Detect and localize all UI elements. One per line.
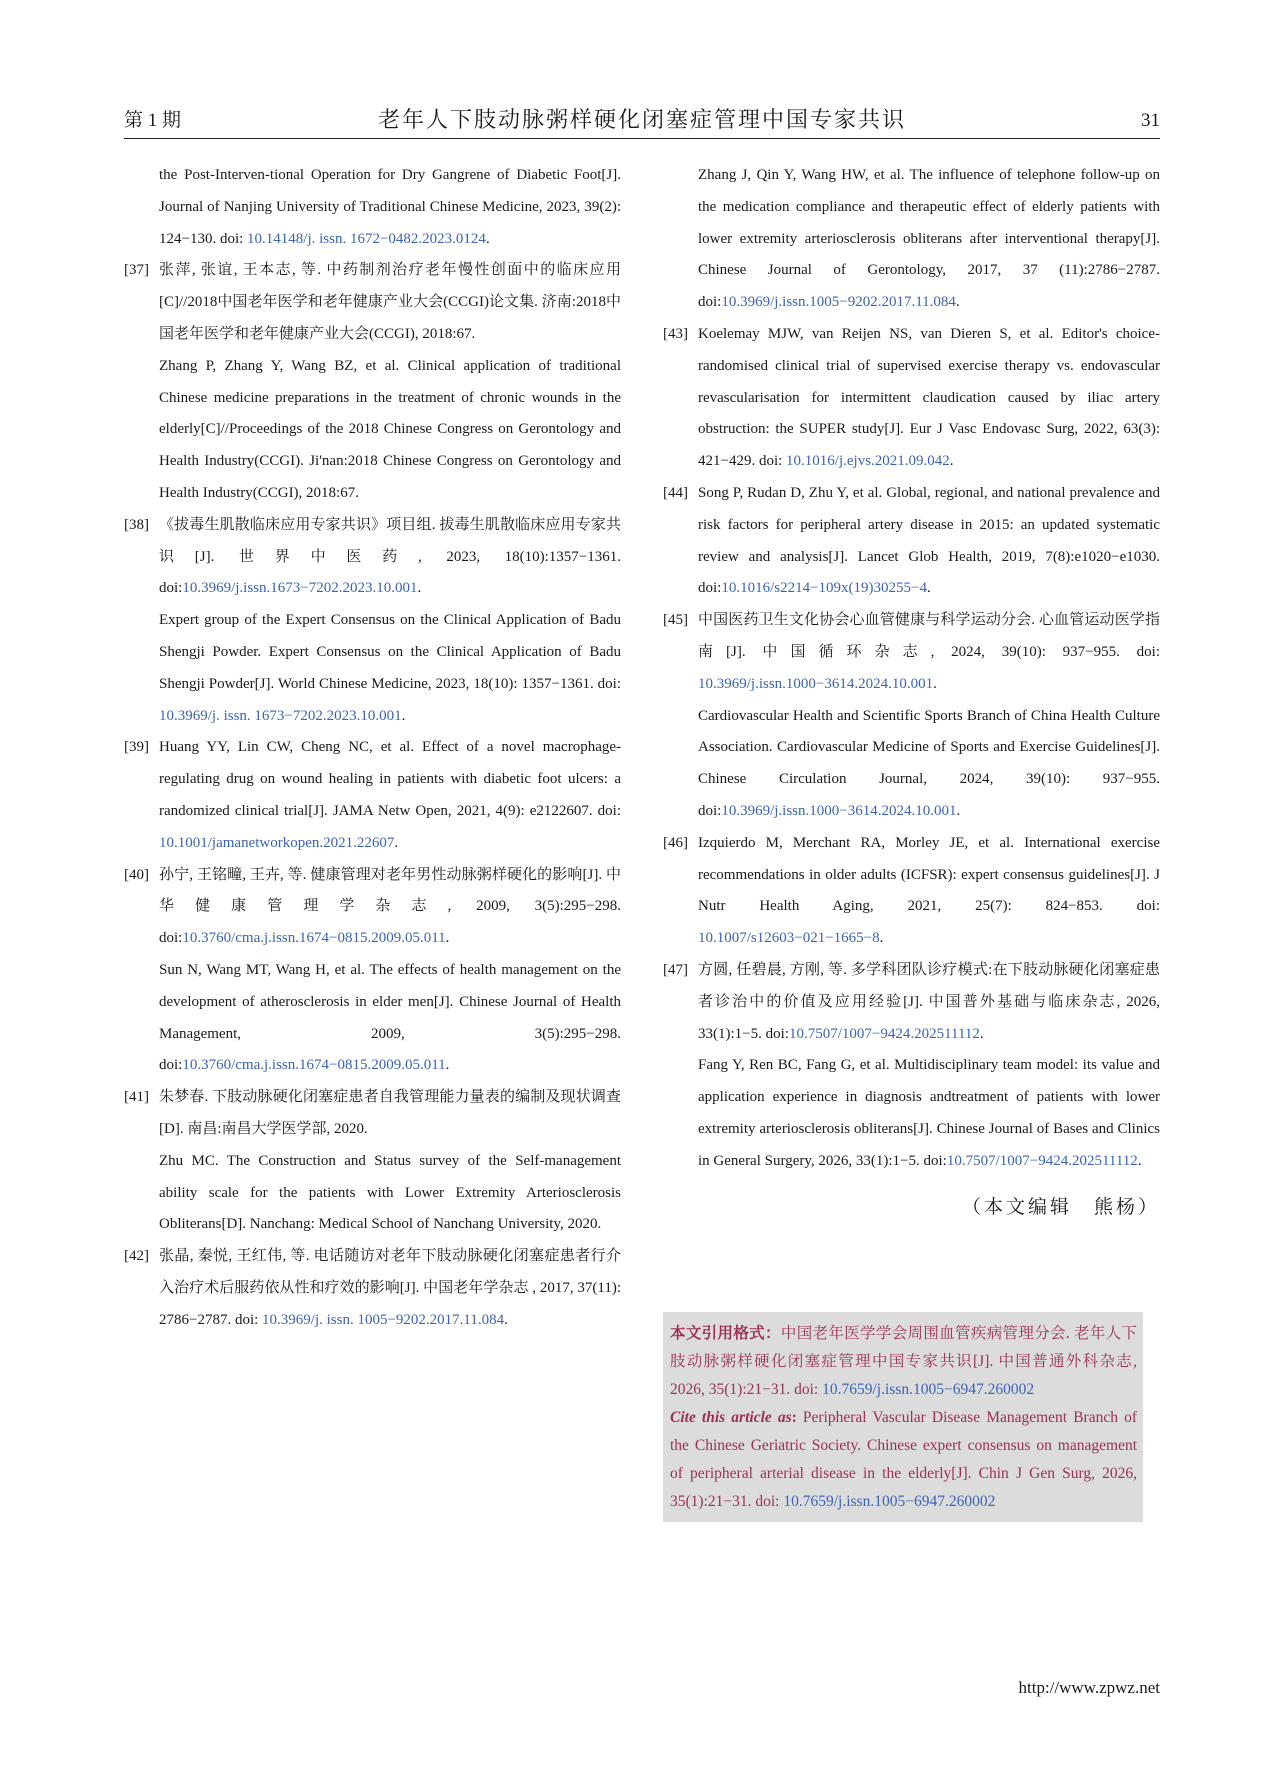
reference-paragraph: 方圆, 任碧晨, 方刚, 等. 多学科团队诊疗模式:在下肢动脉硬化闭塞症患者诊治中的价值及应用经验[J]. 中国普外基础与临床杂志, 2026, 33(1):1−5. doi:10.7507/1007−9424.202511112. <box>698 961 1160 1042</box>
reference-r43 <box>663 319 1160 478</box>
reference-paragraph: Huang YY, Lin CW, Cheng NC, et al. Effect of a novel macrophage-regulating drug on wound healing in patients with diabetic foot ulcers: a randomized clinical trial[J]. JAMA Netw Open, 2021, 4(9): e2122607. doi: 10.1001/jamanetworkopen.2021.22607. <box>159 739 621 851</box>
reference-continuation: Zhang J, Qin Y, Wang HW, et al. The influence of telephone follow-up on the medication compliance and therapeutic effect of elderly patients with lower extremity arteriosclerosis obliterans after interventional therapy[J]. Chinese Journal of Gerontology, 2017, 37 (11):2786−2787. doi:10.3969/j.issn.1005−9202.2017.11.084. <box>698 167 1160 311</box>
reference-r46 <box>663 828 1160 955</box>
doi-link[interactable]: 10.3760/cma.j.issn.1674−0815.2009.05.011 <box>182 930 446 947</box>
reference-number: [40] <box>124 866 149 883</box>
doi-link[interactable]: 10.1007/s12603−021−1665−8 <box>698 930 880 947</box>
doi-link[interactable]: 10.7659/j.issn.1005−6947.260002 <box>822 1381 1035 1398</box>
reference-body <box>698 955 1160 1178</box>
reference-paragraph: Izquierdo M, Merchant RA, Morley JE, et al. International exercise recommendations in older adults (ICFSR): expert consensus guidelines[J]. J Nutr Health Aging, 2021, 25(7): 824−853. doi: 10.1007/s12603−021−1665−8. <box>698 834 1160 947</box>
reference-r44 <box>663 478 1160 605</box>
reference-r41 <box>124 1082 621 1241</box>
doi-link[interactable]: 10.3760/cma.j.issn.1674−0815.2009.05.011 <box>182 1057 446 1074</box>
reference-paragraph: Fang Y, Ren BC, Fang G, et al. Multidisciplinary team model: its value and application experience in diagnosis andtreatment of patients with lower extremity arteriosclerosis obliterans[J]. Chinese Journal of Bases and Clinics in General Surgery, 2026, 33(1):1−5. doi:10.7507/1007−9424.202511112. <box>698 1057 1160 1169</box>
doi-link[interactable]: 10.3969/j. issn. 1005−9202.2017.11.084 <box>262 1311 505 1328</box>
reference-paragraph: 中国医药卫生文化协会心血管健康与科学运动分会. 心血管运动医学指南[J]. 中国循环杂志, 2024, 39(10): 937−955. doi: 10.3969/j.issn.1000−3614.2024.10.001. <box>698 612 1160 692</box>
reference-body <box>159 732 621 859</box>
right-column <box>663 160 1160 1223</box>
citation-english: Cite this article as: Peripheral Vascular Disease Management Branch of the Chinese Geriatric Society. Chinese expert consensus on management of peripheral arterial disease in the elderly[J]. Chin J Gen Surg, 2026, 35(1):21−31. doi: 10.7659/j.issn.1005−6947.260002 <box>670 1409 1137 1510</box>
doi-link[interactable]: 10.1001/jamanetworkopen.2021.22607 <box>159 834 395 851</box>
reference-number: [43] <box>663 325 688 342</box>
running-title: 老年人下肢动脉粥样硬化闭塞症管理中国专家共识 <box>377 107 906 132</box>
reference-body <box>159 510 621 733</box>
reference-paragraph: Expert group of the Expert Consensus on the Clinical Application of Badu Shengji Powder. Expert Consensus on the Clinical Application of Badu Shengji Powder[J]. World Chinese Medicine, 2023, 18(10): 1357−1361. doi: 10.3969/j. issn. 1673−7202.2023.10.001. <box>159 612 621 724</box>
reference-number: [41] <box>124 1089 149 1106</box>
doi-link[interactable]: 10.3969/j.issn.1673−7202.2023.10.001 <box>182 580 418 597</box>
reference-body <box>698 319 1160 478</box>
reference-paragraph: Zhu MC. The Construction and Status survey of the Self-management ability scale for the patients with Lower Extremity Arteriosclerosis Obliterans[D]. Nanchang: Medical School of Nanchang University, 2020. <box>159 1152 621 1233</box>
doi-link[interactable]: 10.7507/1007−9424.202511112 <box>946 1152 1138 1169</box>
reference-number: [47] <box>663 961 688 978</box>
reference-continuation: the Post-Interven-tional Operation for Dry Gangrene of Diabetic Foot[J]. Journal of Nanjing University of Traditional Chinese Medicine, 2023, 39(2): 124−130. doi: 10.14148/j. issn. 1672−0482.2023.0124. <box>159 167 621 247</box>
reference-paragraph: Zhang P, Zhang Y, Wang BZ, et al. Clinical application of traditional Chinese medicine preparations in the treatment of chronic wounds in the elderly[C]//Proceedings of the 2018 Chinese Congress on Gerontology and Health Industry(CCGI). Ji'nan:2018 Chinese Congress on Gerontology and Health Industry(CCGI), 2018:67. <box>159 357 621 501</box>
reference-paragraph: 张萍, 张谊, 王本志, 等. 中药制剂治疗老年慢性创面中的临床应用[C]//2018中国老年医学和老年健康产业大会(CCGI)论文集. 济南:2018中国老年医学和老年健康产业大会(CCGI), 2018:67. <box>159 262 621 342</box>
reference-number: [37] <box>124 262 149 279</box>
reference-r39 <box>124 732 621 859</box>
reference-body <box>698 828 1160 955</box>
reference-number: [45] <box>663 612 688 629</box>
doi-link[interactable]: 10.3969/j.issn.1000−3614.2024.10.001 <box>698 675 934 692</box>
reference-list-left <box>124 255 621 1336</box>
reference-r42 <box>124 1241 621 1336</box>
reference-body <box>698 605 1160 828</box>
issue-number: 第 1 期 <box>124 110 182 131</box>
reference-body <box>159 1241 621 1336</box>
reference-number: [44] <box>663 484 688 501</box>
reference-r38 <box>124 510 621 733</box>
doi-link[interactable]: 10.3969/j. issn. 1673−7202.2023.10.001 <box>159 707 402 724</box>
reference-paragraph: 《拔毒生肌散临床应用专家共识》项目组. 拔毒生肌散临床应用专家共识[J]. 世界中医药, 2023, 18(10):1357−1361. doi:10.3969/j.issn.1673−7202.2023.10.001. <box>159 516 621 597</box>
reference-number: [38] <box>124 516 149 533</box>
reference-paragraph: 朱梦春. 下肢动脉硬化闭塞症患者自我管理能力量表的编制及现状调查[D]. 南昌:南昌大学医学部, 2020. <box>159 1089 621 1137</box>
reference-r40 <box>124 860 621 1083</box>
reference-number: [46] <box>663 834 688 851</box>
reference-number: [39] <box>124 739 149 756</box>
reference-paragraph: 孙宁, 王铭疃, 王卉, 等. 健康管理对老年男性动脉粥样硬化的影响[J]. 中华健康管理学杂志, 2009, 3(5):295−298. doi:10.3760/cma.j.issn.1674−0815.2009.05.011. <box>159 866 621 947</box>
reference-body <box>159 1082 621 1241</box>
left-column <box>124 160 621 1336</box>
reference-body <box>159 255 621 509</box>
editor-note: （本文编辑 熊杨） <box>961 1196 1160 1218</box>
citation-label-cn: 本文引用格式： <box>670 1325 781 1342</box>
citation-label-en: Cite this article as <box>670 1409 792 1426</box>
running-header <box>124 104 1160 139</box>
doi-link[interactable]: 10.3969/j.issn.1005−9202.2017.11.084 <box>721 294 956 311</box>
reference-paragraph: 张晶, 秦悦, 王红伟, 等. 电话随访对老年下肢动脉硬化闭塞症患者行介入治疗术后服药依从性和疗效的影响[J]. 中国老年学杂志 , 2017, 37(11): 2786−2787. doi: 10.3969/j. issn. 1005−9202.2017.11.084. <box>159 1248 621 1328</box>
reference-paragraph: Koelemay MJW, van Reijen NS, van Dieren S, et al. Editor's choice-randomised clinical trial of supervised exercise therapy vs. endovascular revascularisation for intermittent claudication caused by iliac artery obstruction: the SUPER study[J]. Eur J Vasc Endovasc Surg, 2022, 63(3): 421−429. doi: 10.1016/j.ejvs.2021.09.042. <box>698 325 1160 470</box>
doi-link[interactable]: 10.3969/j.issn.1000−3614.2024.10.001 <box>721 802 957 819</box>
reference-paragraph: Cardiovascular Health and Scientific Sports Branch of China Health Culture Association. Cardiovascular Medicine of Sports and Exercise Guidelines[J]. Chinese Circulation Journal, 2024, 39(10): 937−955. doi:10.3969/j.issn.1000−3614.2024.10.001. <box>698 707 1160 819</box>
doi-link[interactable]: 10.14148/j. issn. 1672−0482.2023.0124 <box>247 230 486 247</box>
doi-link[interactable]: 10.1016/s2214−109x(19)30255−4 <box>721 580 928 597</box>
reference-r45 <box>663 605 1160 828</box>
reference-list-right <box>663 319 1160 1178</box>
reference-body <box>159 860 621 1083</box>
reference-paragraph: Sun N, Wang MT, Wang H, et al. The effects of health management on the development of atherosclerosis in elder men[J]. Chinese Journal of Health Management, 2009, 3(5):295−298. doi:10.3760/cma.j.issn.1674−0815.2009.05.011. <box>159 961 621 1074</box>
reference-paragraph: Song P, Rudan D, Zhu Y, et al. Global, regional, and national prevalence and risk factors for peripheral artery disease in 2015: an updated systematic review and analysis[J]. Lancet Glob Health, 2019, 7(8):e1020−e1030. doi:10.1016/s2214−109x(19)30255−4. <box>698 484 1160 597</box>
page-number: 31 <box>1141 110 1160 131</box>
reference-number: [42] <box>124 1248 149 1265</box>
doi-link[interactable]: 10.1016/j.ejvs.2021.09.042 <box>786 453 950 470</box>
doi-link[interactable]: 10.7659/j.issn.1005−6947.260002 <box>783 1493 996 1510</box>
doi-link[interactable]: 10.7507/1007−9424.202511112 <box>788 1025 980 1042</box>
citation-chinese: 本文引用格式：中国老年医学学会周围血管疾病管理分会. 老年人下肢动脉粥样硬化闭塞症管理中国专家共识[J]. 中国普通外科杂志, 2026, 35(1):21−31. doi: 10.7659/j.issn.1005−6947.260002 <box>670 1325 1137 1398</box>
reference-r47 <box>663 955 1160 1178</box>
footer-url[interactable]: http://www.zpwz.net <box>1018 1678 1160 1697</box>
citation-box <box>663 1312 1143 1522</box>
reference-r37 <box>124 255 621 509</box>
reference-body <box>698 478 1160 605</box>
